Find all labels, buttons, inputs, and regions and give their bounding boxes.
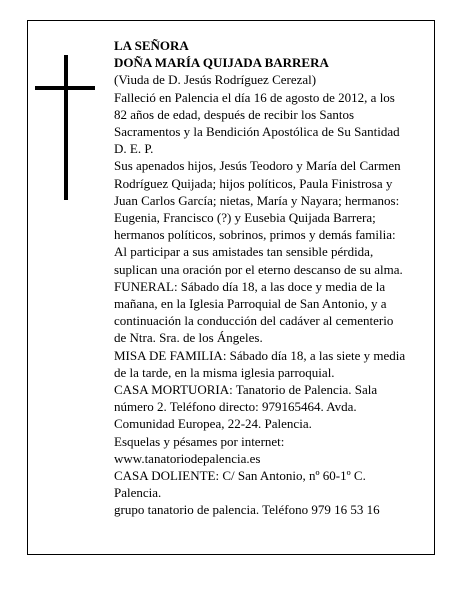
death-paragraph: Falleció en Palencia el día 16 de agosto de 2012, a los 82 años de edad, después de recibir los Santos Sacramentos y la Bendición Apostólica de Su Santidad D. E. P. — [114, 89, 400, 157]
house-paragraph: CASA DOLIENTE: C/ San Antonio, nº 60-1º C. Palencia. — [114, 468, 366, 501]
footer-line: grupo tanatorio de palencia. Teléfono 979 16 53 16 — [114, 502, 380, 518]
mass-paragraph: MISA DE FAMILIA: Sábado día 18, a las siete y media de la tarde, en la misma iglesia parroquial. — [114, 347, 406, 380]
internet-line-1: Esquelas y pésames por internet: — [114, 433, 285, 449]
website-link[interactable]: www.tanatoriodepalencia.es — [114, 450, 261, 466]
funeral-home-paragraph: CASA MORTUORIA: Tanatorio de Palencia. Sala número 2. Teléfono directo: 979165464. Avda. Comunidad Europea, 22-24. Palencia. — [114, 382, 378, 432]
funeral-paragraph: FUNERAL: Sábado día 18, a las doce y media de la mañana, en la Iglesia Parroquial de San Antonio, y a continuación la conducción del cadáver al cementerio de Ntra. Sra. de los Ángeles. — [114, 278, 394, 346]
cross-vertical-bar — [64, 55, 68, 200]
cross-icon — [35, 55, 95, 200]
cross-horizontal-bar — [35, 86, 95, 90]
obituary-text — [114, 37, 406, 519]
title-line-1: LA SEÑORA — [114, 38, 189, 53]
title-line-2: DOÑA MARÍA QUIJADA BARRERA — [114, 55, 329, 71]
family-paragraph: Sus apenados hijos, Jesús Teodoro y María del Carmen Rodríguez Quijada; hijos políticos, Paula Finistrosa y Juan Carlos García; nietas, María y Nayara; hermanos: Eugenia, Francisco (?) y Eusebia Quijada Barrera; hermanos políticos, sobrinos, primos y demás familia: — [114, 158, 401, 243]
widow-line: (Viuda de D. Jesús Rodríguez Cerezal) — [114, 72, 317, 88]
prayer-paragraph: Al participar a sus amistades tan sensible pérdida, suplican una oración por el eterno descanso de su alma. — [114, 244, 403, 277]
